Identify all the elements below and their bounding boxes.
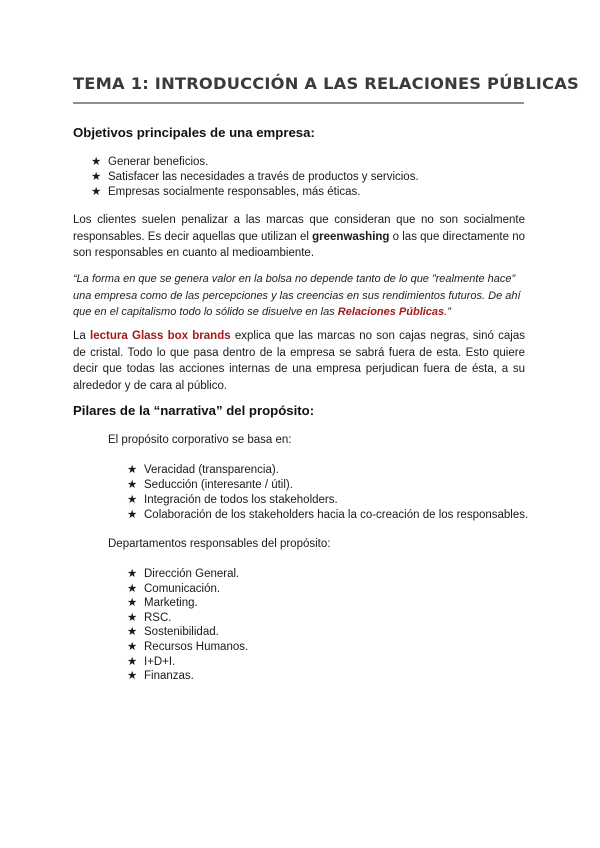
list-item: ★ Veracidad (transparencia). xyxy=(127,464,279,476)
section-heading-objectives: Objetivos principales de una empresa: xyxy=(73,125,315,140)
list-item: ★ Dirección General. xyxy=(127,568,240,580)
objectives-list xyxy=(91,155,419,200)
list-item: ★ Finanzas. xyxy=(127,670,194,683)
list-item: ★ I+D+I. xyxy=(127,655,176,668)
star-bullet-icon: ★ xyxy=(127,597,138,610)
list-item: ★ Marketing. xyxy=(127,597,198,610)
star-bullet-icon: ★ xyxy=(127,640,138,653)
list-item: ★ Recursos Humanos. xyxy=(127,640,249,653)
list-item: ★ Empresas socialmente responsables, más éticas. xyxy=(91,186,361,198)
list-item: ★ Satisfacer las necesidades a través de productos y servicios. xyxy=(91,171,419,183)
star-bullet-icon: ★ xyxy=(127,568,138,580)
paragraph-glass-box: La lectura Glass box brands explica que las marcas no son cajas negras, sinó cajas de cristal. Todo lo que pasa dentro de la empresa se sabrá fuera de esta. Esto quiere decir que todas las acciones internas de una empresa perjudican fuera de ésta, a su alrededor y de cara al público. xyxy=(73,330,525,393)
title-divider xyxy=(73,102,524,104)
star-bullet-icon: ★ xyxy=(127,479,138,491)
list-item: ★ Sostenibilidad. xyxy=(127,626,219,639)
star-bullet-icon: ★ xyxy=(127,509,138,521)
star-bullet-icon: ★ xyxy=(127,655,138,668)
section-heading-pillars: Pilares de la “narrativa” del propósito: xyxy=(73,403,315,418)
departments-intro: Departamentos responsables del propósito: xyxy=(108,538,331,550)
list-item: ★ Comunicación. xyxy=(127,582,221,595)
star-bullet-icon: ★ xyxy=(127,582,138,595)
purpose-list xyxy=(127,463,528,523)
list-item: ★ RSC. xyxy=(127,611,172,624)
list-item: ★ Seducción (interesante / útil). xyxy=(127,479,293,491)
greenwashing-term: greenwashing xyxy=(312,230,390,243)
list-item: ★ Integración de todos los stakeholders. xyxy=(127,494,338,506)
quote-highlight: Relaciones Públicas xyxy=(337,306,445,319)
star-bullet-icon: ★ xyxy=(91,156,102,168)
list-item: ★ Colaboración de los stakeholders hacia la co-creación de los responsables. xyxy=(127,509,529,521)
star-bullet-icon: ★ xyxy=(91,171,102,183)
star-bullet-icon: ★ xyxy=(127,626,138,639)
list-item: ★ Generar beneficios. xyxy=(91,156,209,168)
quote-block: “La forma en que se genera valor en la bolsa no depende tanto de lo que ”realmente hace” una empresa como de las percepciones y las creencias en sus rendimientos futuros. De ahí que en el capitalismo todo lo sólido se disuelve en las Relaciones Públicas.” xyxy=(73,273,521,319)
departments-list xyxy=(127,567,248,684)
purpose-intro: El propósito corporativo se basa en: xyxy=(108,434,292,446)
star-bullet-icon: ★ xyxy=(127,670,138,683)
star-bullet-icon: ★ xyxy=(127,494,138,506)
paragraph-clients: Los clientes suelen penalizar a las marcas que consideran que no son socialmente responsables. Es decir aquellas que utilizan el greenwashing o las que directamente no son responsables en cuanto al medioambiente. xyxy=(73,214,526,260)
star-bullet-icon: ★ xyxy=(91,186,102,198)
page-title: TEMA 1: INTRODUCCIÓN A LAS RELACIONES PÚBLICAS xyxy=(73,74,579,93)
glass-box-highlight: lectura Glass box brands xyxy=(90,330,231,342)
star-bullet-icon: ★ xyxy=(127,611,138,624)
star-bullet-icon: ★ xyxy=(127,464,138,476)
